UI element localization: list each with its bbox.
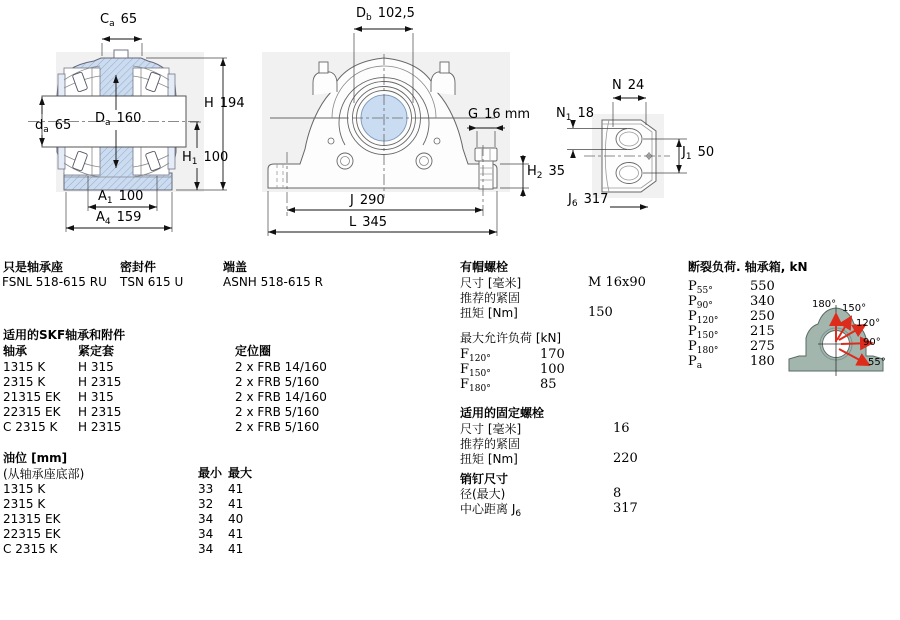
dim-l: L 345 [349, 215, 388, 230]
breaking-load-symbol: $P_{120^\circ}$ [688, 309, 719, 326]
dim-a1: $A_1$ 100 [98, 189, 144, 206]
fixing-bolts-title: 适用的固定螺栓 [460, 406, 545, 420]
max-load-symbol: $F_{150^\circ}$ [460, 362, 491, 379]
table-cell: 41 [228, 497, 244, 511]
pins-diameter-value: 8 [613, 486, 622, 501]
table-cell: H 2315 [78, 420, 122, 434]
col-max: 最大 [228, 466, 253, 480]
max-load-value: 85 [540, 377, 557, 392]
dim-j: J 290 [350, 193, 385, 208]
table-cell: 1315 K [3, 360, 46, 374]
fixing-bolts-torque-label: 扭矩 [Nm] [460, 452, 518, 466]
oil-level-title: 油位 [mm] [3, 451, 68, 465]
table-cell: 1315 K [3, 482, 46, 496]
pins-center-label: 中心距离 $J_6$ [460, 502, 522, 519]
front-view-drawing [262, 29, 529, 236]
breaking-load-value: 275 [750, 339, 775, 354]
end-cover-value: ASNH 518-615 R [223, 275, 323, 289]
end-cover-label: 端盖 [223, 260, 248, 274]
table-cell: 21315 EK [3, 390, 61, 404]
bearings-table-title: 适用的SKF轴承和附件 [3, 328, 126, 342]
breaking-load-title: 断裂负荷. 轴承箱, kN [688, 260, 808, 274]
table-cell: 22315 EK [3, 527, 61, 541]
breaking-load-symbol: $P_a$ [688, 354, 703, 371]
fixing-bolts-size-value: 16 [613, 421, 630, 436]
col-locating-ring: 定位圈 [235, 344, 272, 358]
angle-label-120: 120° [856, 318, 881, 329]
table-cell: 21315 EK [3, 512, 61, 526]
angle-label-180: 180° [812, 299, 837, 310]
table-cell: H 315 [78, 390, 114, 404]
dim-db: $D_b$ 102,5 [356, 6, 415, 23]
seal-value: TSN 615 U [120, 275, 184, 289]
table-cell: 2 x FRB 5/160 [235, 375, 320, 389]
dim-ca: $C_a$ 65 [100, 12, 138, 29]
angle-label-150: 150° [842, 303, 867, 314]
cap-bolts-title: 有帽螺栓 [460, 260, 509, 274]
cap-bolts-tighten-label: 推荐的紧固 [460, 291, 521, 305]
dim-n: N 24 [612, 78, 645, 93]
pins-diameter-label: 径(最大) [460, 487, 506, 501]
breaking-load-symbol: $P_{150^\circ}$ [688, 324, 719, 341]
col-bearing: 轴承 [3, 344, 28, 358]
max-load-value: 170 [540, 347, 565, 362]
breaking-load-value: 250 [750, 309, 775, 324]
dim-h: H 194 [204, 96, 245, 111]
table-cell: 34 [198, 542, 214, 556]
housing-only-value: FSNL 518-615 RU [2, 275, 107, 289]
pins-center-value: 317 [613, 501, 638, 516]
table-cell: 33 [198, 482, 214, 496]
breaking-load-value: 215 [750, 324, 775, 339]
angle-label-90: 90° [863, 337, 881, 348]
table-cell: 41 [228, 527, 244, 541]
cap-bolts-torque-value: 150 [588, 305, 613, 320]
fixing-bolts-torque-value: 220 [613, 451, 638, 466]
max-load-value: 100 [540, 362, 565, 377]
table-cell: 2 x FRB 14/160 [235, 390, 327, 404]
breaking-load-value: 550 [750, 279, 775, 294]
pins-title: 销钉尺寸 [460, 472, 509, 486]
dim-g: G 16 mm [468, 107, 531, 122]
table-cell: C 2315 K [3, 420, 58, 434]
table-cell: 22315 EK [3, 405, 61, 419]
dim-n1: $N_1$ 18 [556, 106, 595, 123]
breaking-load-symbol: $P_{90^\circ}$ [688, 294, 713, 311]
table-cell: 41 [228, 482, 244, 496]
table-cell: 34 [198, 512, 214, 526]
table-cell: H 2315 [78, 405, 122, 419]
table-cell: 40 [228, 512, 244, 526]
dim-da-big: $D_a$ 160 [95, 111, 142, 128]
cap-bolts-size-label: 尺寸 [毫米] [460, 276, 522, 290]
oil-level-subtitle: (从轴承座底部) [3, 467, 85, 481]
seal-label: 密封件 [120, 260, 157, 274]
dim-h1: $H_1$ 100 [182, 150, 229, 167]
col-sleeve: 紧定套 [78, 344, 115, 358]
dim-h2: $H_2$ 35 [527, 164, 566, 181]
breaking-load-symbol: $P_{55^\circ}$ [688, 279, 713, 296]
dim-j1: $J_1$ 50 [682, 145, 715, 162]
max-load-title: 最大允许负荷 [kN] [460, 331, 562, 345]
table-cell: 2315 K [3, 497, 46, 511]
fixing-bolts-tighten-label: 推荐的紧固 [460, 437, 521, 451]
table-cell: H 315 [78, 360, 114, 374]
dim-da-small: $d_a$ 65 [35, 118, 72, 135]
table-cell: 41 [228, 542, 244, 556]
cap-bolts-torque-label: 扭矩 [Nm] [460, 306, 518, 320]
table-cell: 32 [198, 497, 214, 511]
table-cell: 2 x FRB 5/160 [235, 420, 320, 434]
dim-j6: $J_6$ 317 [568, 192, 609, 209]
table-cell: 2 x FRB 5/160 [235, 405, 320, 419]
max-load-symbol: $F_{120^\circ}$ [460, 347, 491, 364]
table-cell: H 2315 [78, 375, 122, 389]
table-cell: C 2315 K [3, 542, 58, 556]
breaking-load-value: 180 [750, 354, 775, 369]
housing-only-label: 只是轴承座 [3, 260, 64, 274]
cap-bolts-size-value: M 16x90 [588, 275, 646, 290]
table-cell: 34 [198, 527, 214, 541]
table-cell: 2315 K [3, 375, 46, 389]
angle-label-55: 55° [868, 357, 886, 368]
dim-a4: $A_4$ 159 [96, 210, 142, 227]
fixing-bolts-size-label: 尺寸 [毫米] [460, 422, 522, 436]
col-min: 最小 [198, 466, 223, 480]
table-cell: 2 x FRB 14/160 [235, 360, 327, 374]
breaking-load-value: 340 [750, 294, 775, 309]
breaking-load-symbol: $P_{180^\circ}$ [688, 339, 719, 356]
max-load-symbol: $F_{180^\circ}$ [460, 377, 491, 394]
